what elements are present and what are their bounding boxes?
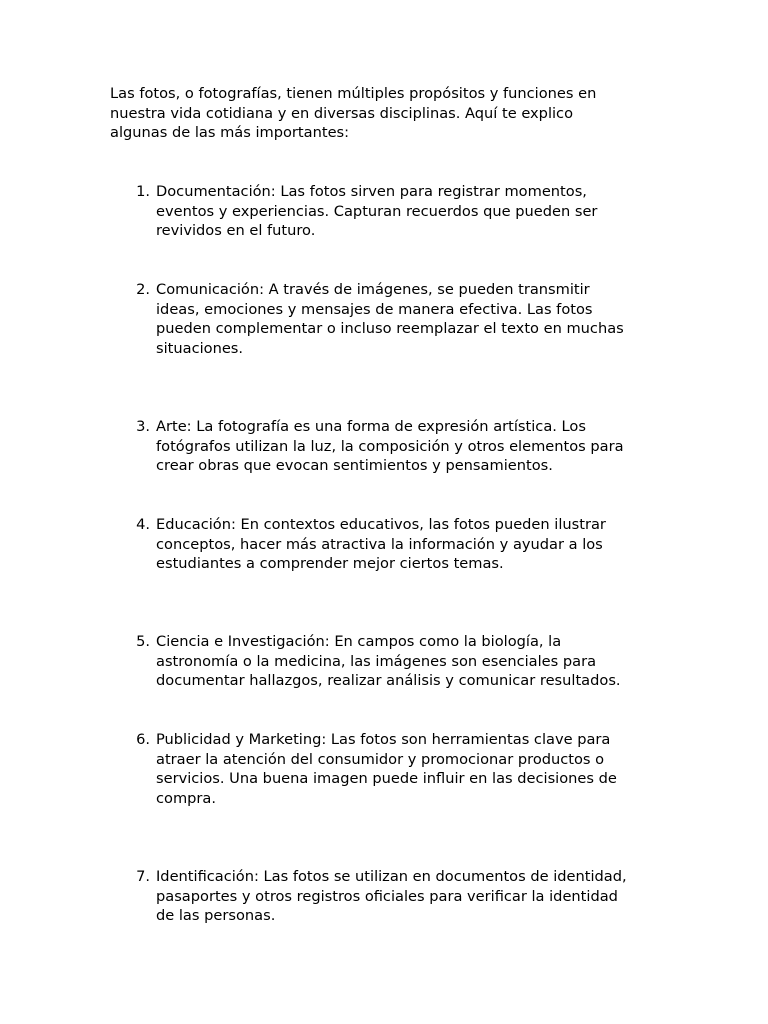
list-item-text: Arte: La fotografía es una forma de expresión artística. Los fotógrafos utilizan la luz, la composición y otros elementos para crear obras que evocan sentimientos y pensamientos. (156, 418, 624, 475)
list-item-text: Documentación: Las fotos sirven para registrar momentos, eventos y experiencias. Capturan recuerdos que pueden ser revividos en el futuro. (156, 183, 598, 240)
list-item-number: 5. (136, 633, 150, 650)
list-item-number: 1. (136, 183, 150, 200)
list-item-number: 7. (136, 868, 150, 885)
list-item-number: 2. (136, 281, 150, 298)
list-item-text: Comunicación: A través de imágenes, se pueden transmitir ideas, emociones y mensajes de manera efectiva. Las fotos pueden complementar o incluso reemplazar el texto en muchas situaciones. (156, 281, 624, 357)
list-item-text: Ciencia e Investigación: En campos como la biología, la astronomía o la medicina, las imágenes son esenciales para documentar hallazgos, realizar análisis y comunicar resultados. (156, 633, 621, 690)
intro-paragraph: Las fotos, o fotografías, tienen múltiples propósitos y funciones en nuestra vida cotidiana y en diversas disciplinas. Aquí te explico algunas de las más importantes: (110, 85, 597, 142)
list-item-number: 3. (136, 418, 150, 435)
list-item-number: 4. (136, 516, 150, 533)
list-item-text: Educación: En contextos educativos, las fotos pueden ilustrar conceptos, hacer más atractiva la información y ayudar a los estudiantes a comprender mejor ciertos temas. (156, 516, 606, 573)
list-item-number: 6. (136, 731, 150, 748)
list-item-text: Identificación: Las fotos se utilizan en documentos de identidad, pasaportes y otros registros oficiales para verificar la identidad de las personas. (156, 868, 627, 925)
list-item-text: Publicidad y Marketing: Las fotos son herramientas clave para atraer la atención del consumidor y promocionar productos o servicios. Una buena imagen puede influir en las decisiones de compra. (156, 731, 617, 807)
